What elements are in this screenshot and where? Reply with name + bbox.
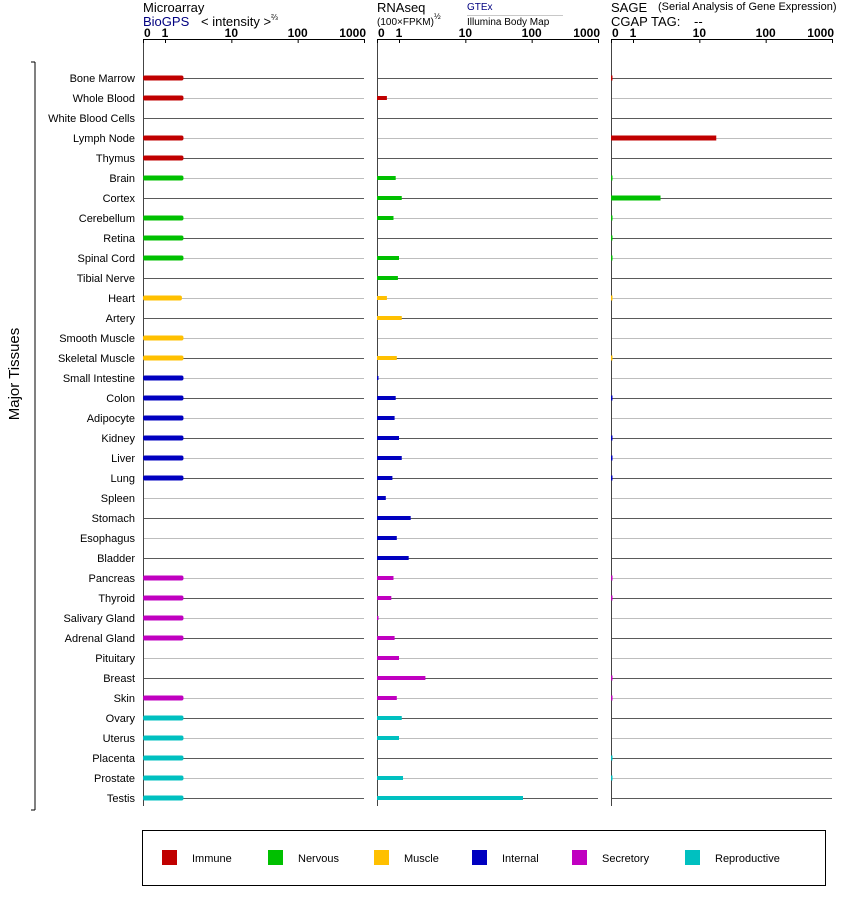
bar-sage-colon — [611, 396, 613, 401]
bar-sage-placenta — [611, 756, 613, 761]
bar-rnaseq-breast — [377, 676, 425, 680]
tissue-label-pituitary: Pituitary — [95, 653, 135, 665]
bar-microarray-adipocyte — [143, 416, 183, 421]
tissue-label-smooth-muscle: Smooth Muscle — [59, 333, 135, 345]
tissue-label-small-intestine: Small Intestine — [62, 373, 135, 385]
sage-tick-label-0: 0 — [612, 26, 619, 40]
rnaseq-tick-label-0: 0 — [378, 26, 385, 40]
bar-rnaseq-pituitary — [377, 656, 399, 660]
sage-tick-label-1: 1 — [629, 26, 637, 40]
tissue-label-placenta: Placenta — [92, 753, 135, 765]
bar-sage-retina — [611, 236, 613, 241]
bar-microarray-small-intestine — [143, 376, 183, 381]
bar-rnaseq-testis — [377, 796, 523, 800]
bar-microarray-spinal-cord — [143, 256, 183, 261]
tissue-label-adipocyte: Adipocyte — [86, 413, 135, 425]
bar-sage-heart — [611, 296, 613, 301]
bar-rnaseq-pancreas — [377, 576, 394, 580]
bar-sage-kidney — [611, 436, 613, 441]
bar-microarray-kidney — [143, 436, 183, 441]
bar-microarray-ovary — [143, 716, 183, 721]
microarray-unit-text: < intensity > — [201, 14, 272, 29]
cgap-tag-label: CGAP TAG: — [611, 14, 681, 29]
tissue-label-stomach: Stomach — [91, 513, 135, 525]
tissue-label-cortex: Cortex — [102, 193, 135, 205]
gtex-link[interactable]: GTEx — [467, 2, 493, 13]
bar-rnaseq-stomach — [377, 516, 411, 520]
bar-microarray-lymph-node — [143, 136, 183, 141]
bar-microarray-liver — [143, 456, 183, 461]
legend-label-immune: Immune — [192, 853, 232, 865]
tissue-label-bone-marrow: Bone Marrow — [69, 73, 135, 85]
bar-microarray-thymus — [143, 156, 183, 161]
biogps-link[interactable]: BioGPS — [143, 14, 190, 29]
tissue-label-kidney: Kidney — [101, 433, 135, 445]
tissue-label-cerebellum: Cerebellum — [78, 213, 135, 225]
bar-rnaseq-prostate — [377, 776, 403, 780]
bar-sage-liver — [611, 456, 613, 461]
tissue-label-whole-blood: Whole Blood — [72, 93, 135, 105]
bar-sage-skeletal-muscle — [611, 356, 613, 361]
bar-rnaseq-cerebellum — [377, 216, 394, 220]
bar-microarray-skeletal-muscle — [143, 356, 183, 361]
microarray-tick-label-3: 100 — [287, 26, 308, 40]
bar-rnaseq-bladder — [377, 556, 409, 560]
bar-sage-skin — [611, 696, 613, 701]
tissue-label-prostate: Prostate — [94, 773, 135, 785]
tissue-label-ovary: Ovary — [105, 713, 135, 725]
bar-rnaseq-salivary-gland — [377, 616, 379, 620]
bar-rnaseq-whole-blood — [377, 96, 387, 100]
tissue-label-liver: Liver — [111, 453, 135, 465]
bar-rnaseq-lung — [377, 476, 392, 480]
bar-rnaseq-thyroid — [377, 596, 391, 600]
bar-rnaseq-colon — [377, 396, 396, 400]
bar-sage-lymph-node — [611, 136, 716, 141]
sage-title: SAGE — [611, 0, 648, 15]
tissue-label-skeletal-muscle: Skeletal Muscle — [57, 353, 135, 365]
bar-sage-brain — [611, 176, 613, 181]
bar-rnaseq-kidney — [377, 436, 399, 440]
bar-microarray-salivary-gland — [143, 616, 183, 621]
bar-rnaseq-heart — [377, 296, 387, 300]
tissue-label-spinal-cord: Spinal Cord — [77, 253, 135, 265]
tissue-label-pancreas: Pancreas — [88, 573, 135, 585]
legend — [143, 831, 826, 886]
bar-microarray-thyroid — [143, 596, 183, 601]
bar-microarray-retina — [143, 236, 183, 241]
panel-axes — [143, 26, 834, 806]
bar-rnaseq-artery — [377, 316, 402, 320]
rnaseq-tick-label-3: 100 — [521, 26, 542, 40]
bar-microarray-brain — [143, 176, 183, 181]
microarray-title: Microarray — [143, 0, 205, 15]
tissue-label-thyroid: Thyroid — [98, 593, 135, 605]
major-tissues-bracket — [31, 62, 35, 810]
bar-microarray-whole-blood — [143, 96, 183, 101]
tissue-label-colon: Colon — [106, 393, 135, 405]
bar-rnaseq-spinal-cord — [377, 256, 399, 260]
bar-sage-prostate — [611, 776, 613, 781]
tissue-label-artery: Artery — [105, 313, 135, 325]
bar-microarray-lung — [143, 476, 183, 481]
rnaseq-unit-exponent: ½ — [433, 12, 441, 21]
sage-tick-label-2: 10 — [692, 26, 707, 40]
bar-rnaseq-uterus — [377, 736, 399, 740]
bar-sage-cortex — [611, 196, 661, 201]
tissue-label-bladder: Bladder — [97, 553, 135, 565]
sage-subtitle: (Serial Analysis of Gene Expression) — [658, 1, 837, 13]
legend-swatch-muscle — [374, 850, 389, 865]
bar-microarray-pancreas — [143, 576, 183, 581]
microarray-unit-exponent: ⅔ — [271, 13, 278, 22]
tissue-label-lung: Lung — [110, 473, 135, 485]
microarray-tick-label-1: 1 — [161, 26, 169, 40]
bar-microarray-placenta — [143, 756, 183, 761]
bar-rnaseq-ovary — [377, 716, 402, 720]
legend-swatch-immune — [162, 850, 177, 865]
tissue-label-heart: Heart — [108, 293, 135, 305]
bar-rnaseq-esophagus — [377, 536, 397, 540]
bar-sage-breast — [611, 676, 613, 681]
microarray-tick-label-2: 10 — [224, 26, 239, 40]
legend-label-nervous: Nervous — [298, 853, 339, 865]
legend-swatch-internal — [472, 850, 487, 865]
bar-sage-spinal-cord — [611, 256, 613, 261]
sage-tick-label-4: 1000 — [807, 26, 834, 40]
bar-sage-cerebellum — [611, 216, 613, 221]
y-axis-label: Major Tissues — [6, 327, 23, 421]
tissue-label-salivary-gland: Salivary Gland — [63, 613, 135, 625]
tissue-label-lymph-node: Lymph Node — [73, 133, 135, 145]
bar-microarray-prostate — [143, 776, 183, 781]
bar-rnaseq-liver — [377, 456, 402, 460]
bar-microarray-colon — [143, 396, 183, 401]
bar-sage-pancreas — [611, 576, 613, 581]
bar-rnaseq-cortex — [377, 196, 402, 200]
bar-microarray-adrenal-gland — [143, 636, 183, 641]
bar-microarray-skin — [143, 696, 183, 701]
rnaseq-tick-label-4: 1000 — [573, 26, 600, 40]
rnaseq-title: RNAseq — [377, 0, 426, 15]
bar-rnaseq-small-intestine — [377, 376, 379, 380]
legend-label-secretory: Secretory — [602, 853, 650, 865]
bar-rnaseq-adipocyte — [377, 416, 395, 420]
tissue-label-esophagus: Esophagus — [79, 533, 135, 545]
sage-tick-label-3: 100 — [755, 26, 776, 40]
bar-microarray-testis — [143, 796, 183, 801]
bar-rnaseq-skin — [377, 696, 397, 700]
legend-swatch-secretory — [572, 850, 587, 865]
bar-microarray-heart — [143, 296, 182, 301]
bar-rnaseq-skeletal-muscle — [377, 356, 397, 360]
bar-rnaseq-brain — [377, 176, 396, 180]
illumina-body-map-label: Illumina Body Map — [467, 17, 550, 28]
legend-label-internal: Internal — [502, 853, 539, 865]
bar-microarray-cerebellum — [143, 216, 183, 221]
bar-rnaseq-tibial-nerve — [377, 276, 398, 280]
tissue-label-white-blood-cells: White Blood Cells — [48, 113, 135, 125]
tissue-label-adrenal-gland: Adrenal Gland — [64, 633, 135, 645]
bar-sage-lung — [611, 476, 613, 481]
bar-sage-bone-marrow — [611, 76, 613, 81]
tissue-label-brain: Brain — [109, 173, 135, 185]
tissue-label-skin: Skin — [113, 693, 135, 705]
bar-rnaseq-spleen — [377, 496, 386, 500]
tissue-label-thymus: Thymus — [95, 153, 135, 165]
bar-rnaseq-adrenal-gland — [377, 636, 395, 640]
rnaseq-tick-label-1: 1 — [395, 26, 403, 40]
bar-sage-thyroid — [611, 596, 613, 601]
rnaseq-tick-label-2: 10 — [458, 26, 473, 40]
tissue-label-breast: Breast — [103, 673, 135, 685]
microarray-tick-label-4: 1000 — [339, 26, 366, 40]
legend-swatch-nervous — [268, 850, 283, 865]
tissue-label-uterus: Uterus — [102, 733, 135, 745]
tissue-label-spleen: Spleen — [100, 493, 135, 505]
legend-label-muscle: Muscle — [404, 853, 439, 865]
rnaseq-unit-text: (100×FPKM) — [377, 17, 434, 28]
tissue-label-testis: Testis — [106, 793, 135, 805]
tissue-label-retina: Retina — [103, 233, 135, 245]
bar-microarray-bone-marrow — [143, 76, 183, 81]
cgap-tag-value: -- — [694, 14, 703, 29]
bar-microarray-uterus — [143, 736, 183, 741]
microarray-tick-label-0: 0 — [144, 26, 151, 40]
tissue-label-tibial-nerve: Tibial Nerve — [76, 273, 135, 285]
bar-microarray-smooth-muscle — [143, 336, 183, 341]
legend-label-reproductive: Reproductive — [715, 853, 780, 865]
legend-swatch-reproductive — [685, 850, 700, 865]
